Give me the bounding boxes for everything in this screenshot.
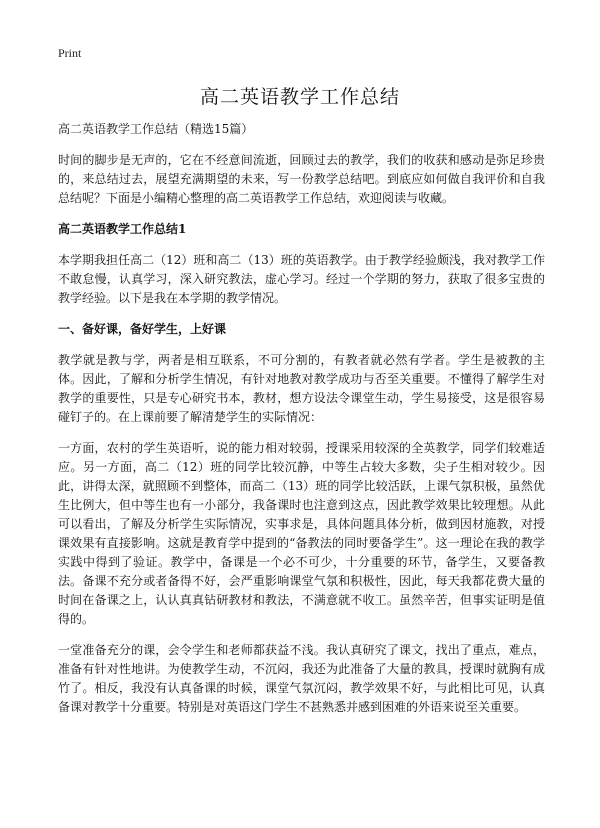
article-paragraph: 本学期我担任高二（12）班和高二（13）班的英语教学。由于教学经验颇浅，我对教学工作不敢怠慢，认真学习，深入研究教法，虚心学习。经过一个学期的努力，获取了很多宝贵的教学经验。以下是我在本学期的教学情况。 xyxy=(58,253,545,305)
section-paragraph: 一方面，农村的学生英语听，说的能力相对较弱，授课采用较深的全英教学，同学们较难适应。另一方面，高二（12）班的同学比较沉静，中等生占较大多数，尖子生相对较少。因此，讲得太深，就照顾不到整体，而高二（13）班的同学比较活跃，上课气氛积极，虽然优生比例大，但中等生也有一小部分，我备课时也注意到这点，因此教学效果比较理想。从此可以看出，了解及分析学生实际情况，实事求是，具体问题具体分析，做到因材施教，对授课效果有直接影响。这就是教育学中提到的“备教法的同时要备学生”。这一理论在我的教学实践中得到了验证。教学中，备课是一个必不可少，十分重要的环节，备学生，又要备教法。备课不充分或者备得不好，会严重影响课堂气氛和积极性，因此，每天我都花费大量的时间在备课之上，认认真真钻研教材和教法，不满意就不收工。虽然辛苦，但事实证明是值得的。 xyxy=(58,441,545,626)
article-heading: 高二英语教学工作总结1 xyxy=(58,222,187,236)
intro-paragraph: 时间的脚步是无声的，它在不经意间流逝，回顾过去的教学，我们的收获和感动是弥足珍贵的，来总结过去，展望充满期望的未来，写一份教学总结吧。到底应如何做自我评价和自我总结呢？下面是小编精心整理的高二英语教学工作总结，欢迎阅读与收藏。 xyxy=(58,153,545,205)
document-subtitle: 高二英语教学工作总结（精选15篇） xyxy=(58,122,254,136)
section-paragraph: 一堂准备充分的课，会令学生和老师都获益不浅。我认真研究了课文，找出了重点，难点，准备有针对性地讲。为使教学生动，不沉闷，我还为此准备了大量的教具，授课时就胸有成竹了。相反，我没有认真备课的时候，课堂气氛沉闷，教学效果不好，与此相比可见，认真备课对教学十分重要。特别是对英语这门学生不甚熟悉并感到困难的外语来说至关重要。 xyxy=(58,643,545,714)
section-heading: 一、备好课，备好学生，上好课 xyxy=(58,322,227,336)
print-link[interactable]: Print xyxy=(58,46,82,60)
document-title: 高二英语教学工作总结 xyxy=(199,86,400,108)
section-paragraph: 教学就是教与学，两者是相互联系，不可分割的，有教者就必然有学者。学生是被教的主体。因此，了解和分析学生情况，有针对地教对教学成功与否至关重要。不懂得了解学生对教学的重要性，只是专心研究书本，教材，想方设法令课堂生动，学生易接受，这是很容易碰钉子的。在上课前要了解清楚学生的实际情况： xyxy=(58,353,545,424)
document-body xyxy=(58,120,545,729)
